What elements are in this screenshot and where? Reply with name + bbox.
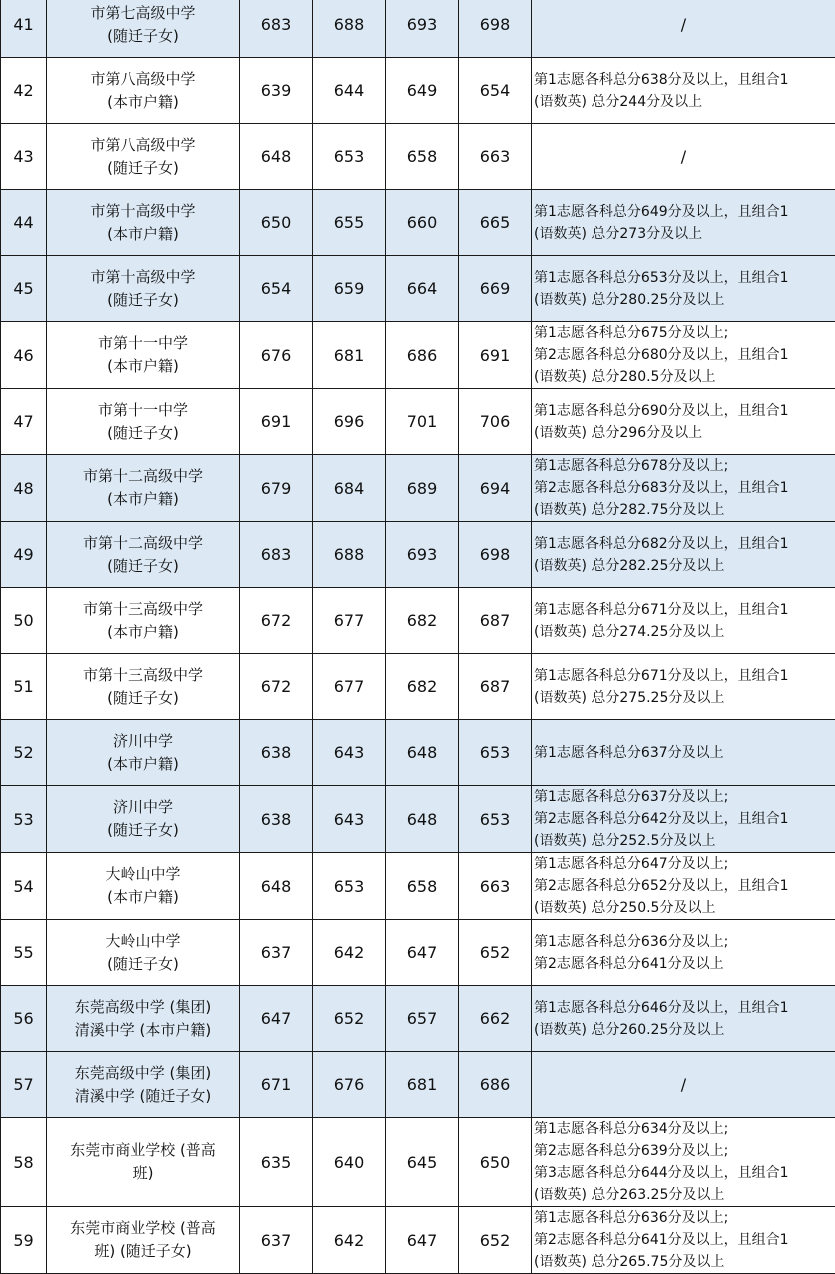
score-s2: 688 [313, 0, 386, 58]
condition-line: (语数英) 总分273分及以上 [534, 223, 835, 245]
admission-condition [532, 256, 835, 322]
score-s1: 691 [240, 389, 313, 455]
score-s4: 687 [459, 654, 532, 720]
row-number: 49 [1, 522, 47, 588]
table-row [1, 920, 835, 986]
score-s2: 659 [313, 256, 386, 322]
score-s1: 650 [240, 190, 313, 256]
admission-condition [532, 1207, 835, 1274]
score-s2: 640 [313, 1118, 386, 1207]
score-s2: 684 [313, 455, 386, 522]
school-name [47, 1207, 240, 1274]
score-s3: 701 [386, 389, 459, 455]
school-name-line: (随迁子女) [47, 25, 239, 48]
admission-condition [532, 986, 835, 1052]
condition-line: (语数英) 总分263.25分及以上 [534, 1184, 835, 1206]
score-s4: 687 [459, 588, 532, 654]
admission-condition [532, 522, 835, 588]
admission-condition [532, 720, 835, 786]
condition-line: 第2志愿各科总分652分及以上，且组合1 [534, 875, 835, 897]
condition-line: (语数英) 总分275.25分及以上 [534, 687, 835, 709]
school-name-line: (本市户籍) [47, 753, 239, 776]
admission-condition [532, 322, 835, 389]
table-body [1, 0, 835, 1274]
score-s4: 652 [459, 1207, 532, 1274]
school-name-line: 市第十三高级中学 [47, 664, 239, 687]
score-s4: 698 [459, 522, 532, 588]
school-name-line: (本市户籍) [47, 886, 239, 909]
condition-line: 第1志愿各科总分636分及以上; [534, 1207, 835, 1229]
condition-line: (语数英) 总分282.25分及以上 [534, 555, 835, 577]
score-s3: 647 [386, 1207, 459, 1274]
score-s2: 653 [313, 853, 386, 920]
school-name-line: 大岭山中学 [47, 863, 239, 886]
score-s4: 669 [459, 256, 532, 322]
condition-line: (语数英) 总分250.5分及以上 [534, 897, 835, 919]
score-s3: 645 [386, 1118, 459, 1207]
condition-line: 第1志愿各科总分636分及以上; [534, 931, 835, 953]
admission-condition [532, 920, 835, 986]
score-s1: 648 [240, 853, 313, 920]
score-s1: 672 [240, 588, 313, 654]
condition-line: (语数英) 总分282.75分及以上 [534, 499, 835, 521]
score-s1: 648 [240, 124, 313, 190]
score-s3: 689 [386, 455, 459, 522]
school-name-line: (随迁子女) [47, 687, 239, 710]
condition-line: (语数英) 总分252.5分及以上 [534, 830, 835, 852]
table-row [1, 190, 835, 256]
row-number: 56 [1, 986, 47, 1052]
score-s2: 688 [313, 522, 386, 588]
school-name [47, 654, 240, 720]
row-number: 50 [1, 588, 47, 654]
score-s1: 671 [240, 1052, 313, 1118]
admission-condition [532, 1052, 835, 1118]
school-name-line: 市第十二高级中学 [47, 532, 239, 555]
table-row [1, 0, 835, 58]
score-s2: 643 [313, 720, 386, 786]
condition-line: 第1志愿各科总分653分及以上，且组合1 [534, 267, 835, 289]
admission-condition [532, 654, 835, 720]
score-s3: 682 [386, 654, 459, 720]
row-number: 46 [1, 322, 47, 389]
row-number: 52 [1, 720, 47, 786]
school-name-line: 清溪中学 (本市户籍) [47, 1019, 239, 1042]
table-row [1, 853, 835, 920]
school-name [47, 58, 240, 124]
score-s2: 642 [313, 1207, 386, 1274]
score-s3: 648 [386, 786, 459, 853]
condition-line: (语数英) 总分244分及以上 [534, 91, 835, 113]
score-s4: 706 [459, 389, 532, 455]
admission-condition [532, 853, 835, 920]
table-row [1, 1207, 835, 1274]
school-name-line: 市第十高级中学 [47, 266, 239, 289]
school-name-line: (本市户籍) [47, 223, 239, 246]
score-s3: 693 [386, 0, 459, 58]
school-name [47, 190, 240, 256]
row-number: 45 [1, 256, 47, 322]
school-name [47, 0, 240, 58]
condition-line: 第2志愿各科总分683分及以上，且组合1 [534, 477, 835, 499]
score-s3: 647 [386, 920, 459, 986]
score-s2: 681 [313, 322, 386, 389]
score-s3: 648 [386, 720, 459, 786]
table-row [1, 256, 835, 322]
score-s3: 682 [386, 588, 459, 654]
score-s4: 653 [459, 720, 532, 786]
table-row [1, 389, 835, 455]
score-s4: 652 [459, 920, 532, 986]
score-s3: 686 [386, 322, 459, 389]
condition-line: 第1志愿各科总分671分及以上，且组合1 [534, 665, 835, 687]
school-name-line: 市第七高级中学 [47, 2, 239, 25]
school-name [47, 1118, 240, 1207]
school-name-line: 东莞市商业学校 (普高 [47, 1217, 239, 1240]
condition-line: 第1志愿各科总分637分及以上; [534, 786, 835, 808]
school-name-line: 市第十一中学 [47, 399, 239, 422]
score-s3: 681 [386, 1052, 459, 1118]
score-s3: 649 [386, 58, 459, 124]
score-s2: 677 [313, 654, 386, 720]
school-name-line: 东莞高级中学 (集团) [47, 996, 239, 1019]
admission-condition [532, 58, 835, 124]
school-name-line: (随迁子女) [47, 157, 239, 180]
school-name [47, 389, 240, 455]
admission-condition [532, 124, 835, 190]
score-s1: 637 [240, 920, 313, 986]
score-s3: 658 [386, 853, 459, 920]
condition-line: 第2志愿各科总分639分及以上; [534, 1140, 835, 1162]
score-s2: 643 [313, 786, 386, 853]
school-name [47, 920, 240, 986]
row-number: 41 [1, 0, 47, 58]
school-name-line: 济川中学 [47, 730, 239, 753]
condition-line: 第1志愿各科总分649分及以上，且组合1 [534, 201, 835, 223]
score-s4: 653 [459, 786, 532, 853]
row-number: 54 [1, 853, 47, 920]
school-name-line: (随迁子女) [47, 422, 239, 445]
school-name-line: 大岭山中学 [47, 930, 239, 953]
condition-line: (语数英) 总分280.25分及以上 [534, 289, 835, 311]
school-name-line: (随迁子女) [47, 953, 239, 976]
condition-line: 第1志愿各科总分682分及以上，且组合1 [534, 533, 835, 555]
condition-line: (语数英) 总分265.75分及以上 [534, 1251, 835, 1273]
admission-condition [532, 588, 835, 654]
score-s1: 638 [240, 720, 313, 786]
admission-condition [532, 389, 835, 455]
score-s3: 660 [386, 190, 459, 256]
school-name [47, 986, 240, 1052]
school-name-line: 市第八高级中学 [47, 68, 239, 91]
school-name-line: 市第十三高级中学 [47, 598, 239, 621]
condition-line: 第1志愿各科总分637分及以上 [534, 742, 835, 764]
condition-line: 第3志愿各科总分644分及以上，且组合1 [534, 1162, 835, 1184]
score-s2: 696 [313, 389, 386, 455]
row-number: 42 [1, 58, 47, 124]
table-row [1, 720, 835, 786]
score-s4: 662 [459, 986, 532, 1052]
condition-line: 第2志愿各科总分641分及以上 [534, 953, 835, 975]
score-s2: 676 [313, 1052, 386, 1118]
score-s1: 676 [240, 322, 313, 389]
score-s3: 664 [386, 256, 459, 322]
admission-condition [532, 0, 835, 58]
admission-condition [532, 1118, 835, 1207]
score-s1: 637 [240, 1207, 313, 1274]
row-number: 57 [1, 1052, 47, 1118]
score-s1: 672 [240, 654, 313, 720]
condition-line: (语数英) 总分280.5分及以上 [534, 366, 835, 388]
school-name-line: (随迁子女) [47, 555, 239, 578]
row-number: 44 [1, 190, 47, 256]
score-s2: 652 [313, 986, 386, 1052]
school-name-line: 清溪中学 (随迁子女) [47, 1085, 239, 1108]
school-name-line: (随迁子女) [47, 819, 239, 842]
table-row [1, 322, 835, 389]
school-name [47, 455, 240, 522]
row-number: 59 [1, 1207, 47, 1274]
condition-line: (语数英) 总分260.25分及以上 [534, 1019, 835, 1041]
condition-line: 第1志愿各科总分690分及以上，且组合1 [534, 400, 835, 422]
condition-line: / [532, 1074, 835, 1096]
score-s1: 638 [240, 786, 313, 853]
table-row [1, 455, 835, 522]
school-name [47, 256, 240, 322]
row-number: 53 [1, 786, 47, 853]
score-s4: 665 [459, 190, 532, 256]
score-s4: 663 [459, 853, 532, 920]
table-row [1, 654, 835, 720]
table-row [1, 124, 835, 190]
score-s3: 693 [386, 522, 459, 588]
table-row [1, 1118, 835, 1207]
score-s4: 686 [459, 1052, 532, 1118]
condition-line: / [532, 14, 835, 36]
score-s4: 694 [459, 455, 532, 522]
school-name-line: (本市户籍) [47, 91, 239, 114]
condition-line: 第1志愿各科总分646分及以上，且组合1 [534, 997, 835, 1019]
school-name-line: 市第十二高级中学 [47, 465, 239, 488]
school-name-line: (本市户籍) [47, 355, 239, 378]
score-s2: 653 [313, 124, 386, 190]
table-row [1, 588, 835, 654]
score-s1: 679 [240, 455, 313, 522]
school-name [47, 720, 240, 786]
row-number: 48 [1, 455, 47, 522]
school-name-line: (随迁子女) [47, 289, 239, 312]
row-number: 58 [1, 1118, 47, 1207]
score-s1: 683 [240, 0, 313, 58]
school-name [47, 786, 240, 853]
score-s4: 650 [459, 1118, 532, 1207]
school-name-line: 市第八高级中学 [47, 134, 239, 157]
score-s1: 683 [240, 522, 313, 588]
row-number: 43 [1, 124, 47, 190]
score-s4: 691 [459, 322, 532, 389]
table-row [1, 986, 835, 1052]
school-name [47, 853, 240, 920]
school-name [47, 1052, 240, 1118]
score-s4: 698 [459, 0, 532, 58]
score-s2: 655 [313, 190, 386, 256]
condition-line: (语数英) 总分274.25分及以上 [534, 621, 835, 643]
score-s1: 639 [240, 58, 313, 124]
school-name-line: 市第十一中学 [47, 332, 239, 355]
school-name-line: 东莞高级中学 (集团) [47, 1062, 239, 1085]
admission-condition [532, 190, 835, 256]
score-s2: 642 [313, 920, 386, 986]
table-row [1, 786, 835, 853]
school-name-line: 东莞市商业学校 (普高 [47, 1139, 239, 1162]
condition-line: 第2志愿各科总分680分及以上，且组合1 [534, 344, 835, 366]
condition-line: 第1志愿各科总分675分及以上; [534, 322, 835, 344]
condition-line: (语数英) 总分296分及以上 [534, 422, 835, 444]
condition-line: 第2志愿各科总分642分及以上，且组合1 [534, 808, 835, 830]
school-name [47, 124, 240, 190]
score-s4: 654 [459, 58, 532, 124]
school-name-line: (本市户籍) [47, 488, 239, 511]
condition-line: 第1志愿各科总分638分及以上，且组合1 [534, 69, 835, 91]
school-name-line: (本市户籍) [47, 621, 239, 644]
score-s1: 654 [240, 256, 313, 322]
table-row [1, 58, 835, 124]
score-s1: 635 [240, 1118, 313, 1207]
table-row [1, 1052, 835, 1118]
score-s2: 677 [313, 588, 386, 654]
school-name-line: 班) [47, 1162, 239, 1185]
condition-line: 第2志愿各科总分641分及以上，且组合1 [534, 1229, 835, 1251]
score-s4: 663 [459, 124, 532, 190]
school-name [47, 522, 240, 588]
score-s3: 657 [386, 986, 459, 1052]
score-s3: 658 [386, 124, 459, 190]
condition-line: 第1志愿各科总分678分及以上; [534, 455, 835, 477]
admission-condition [532, 786, 835, 853]
school-name-line: 市第十高级中学 [47, 200, 239, 223]
condition-line: 第1志愿各科总分671分及以上，且组合1 [534, 599, 835, 621]
school-name [47, 322, 240, 389]
row-number: 47 [1, 389, 47, 455]
condition-line: 第1志愿各科总分634分及以上; [534, 1118, 835, 1140]
admission-condition [532, 455, 835, 522]
score-s2: 644 [313, 58, 386, 124]
row-number: 55 [1, 920, 47, 986]
row-number: 51 [1, 654, 47, 720]
school-name-line: 济川中学 [47, 796, 239, 819]
condition-line: / [532, 146, 835, 168]
school-name-line: 班) (随迁子女) [47, 1240, 239, 1263]
table-row [1, 522, 835, 588]
score-s1: 647 [240, 986, 313, 1052]
condition-line: 第1志愿各科总分647分及以上; [534, 853, 835, 875]
school-name [47, 588, 240, 654]
